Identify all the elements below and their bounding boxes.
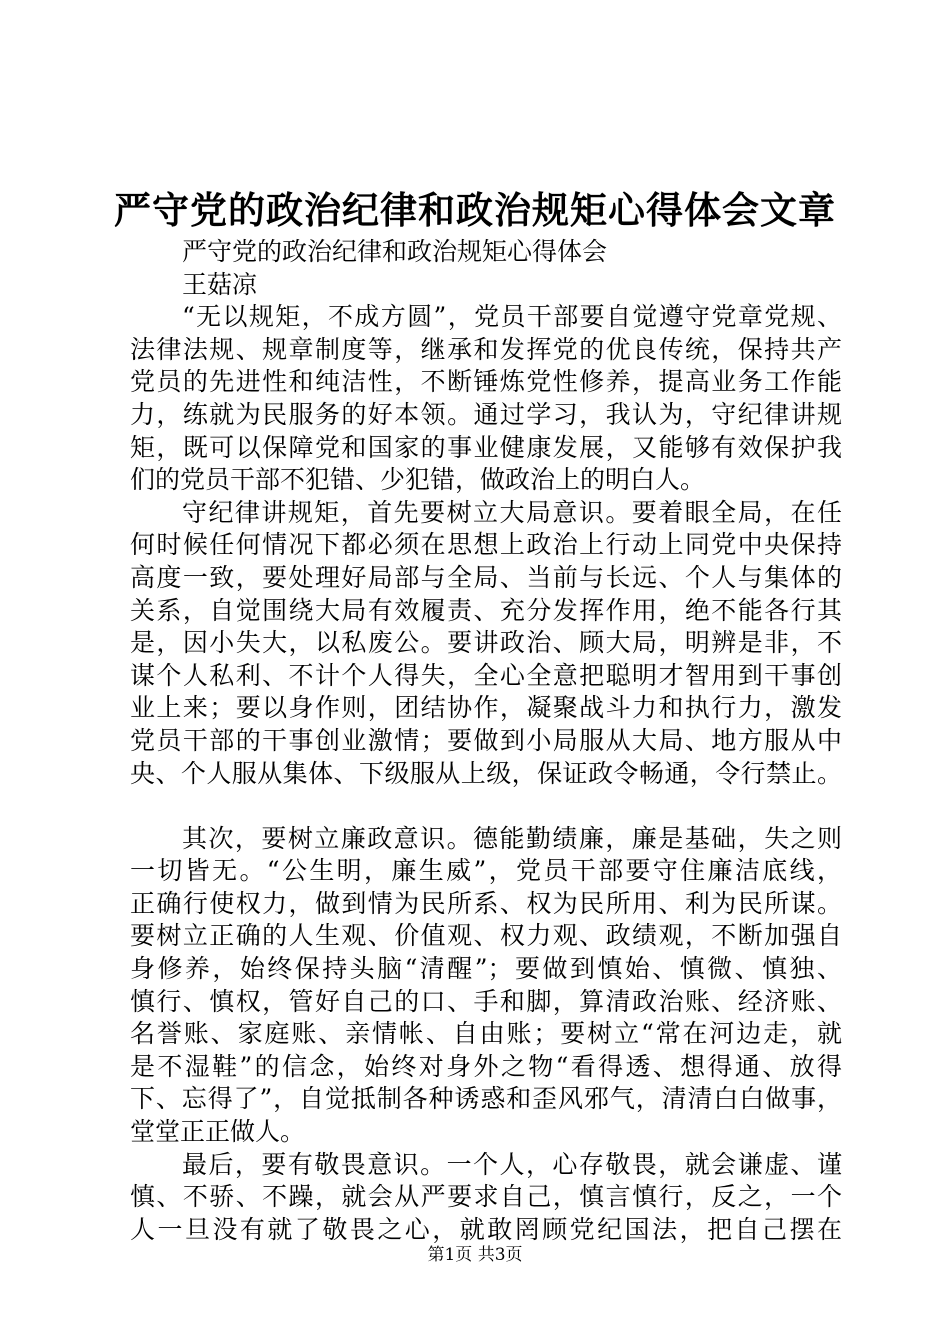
paragraph-line: 堂堂正正做人。 — [130, 1117, 306, 1147]
paragraph-1 — [130, 301, 842, 497]
paragraph-gap — [130, 790, 842, 823]
paragraph-line: 其次，要树立廉政意识。德能勤绩廉，廉是基础，失之则 — [182, 823, 842, 853]
paragraph-line: 最后，要有敬畏意识。一个人，心存敬畏，就会谦虚、谨 — [182, 1149, 842, 1179]
paragraph-line: 谋个人私利、不计个人得失，全心全意把聪明才智用到干事创 — [130, 660, 842, 690]
paragraph-line: “无以规矩，不成方圆”，党员干部要自觉遵守党章党规、 — [182, 302, 842, 332]
paragraph-line: 法律法规、规章制度等，继承和发挥党的优良传统，保持共产 — [130, 334, 842, 364]
paragraph-line: 正确行使权力，做到情为民所系、权为民所用、利为民所谋。 — [130, 888, 842, 918]
paragraph-line: 是，因小失大，以私废公。要讲政治、顾大局，明辨是非，不 — [130, 628, 842, 658]
paragraph-3 — [130, 823, 842, 1149]
document-body — [130, 236, 842, 1246]
paragraph-line: 党员的先进性和纯洁性，不断锤炼党性修养，提高业务工作能 — [130, 367, 842, 397]
paragraph-line: 慎、不骄、不躁，就会从严要求自己，慎言慎行，反之，一个 — [130, 1182, 842, 1212]
paragraph-line: 关系，自觉围绕大局有效履责、充分发挥作用，绝不能各行其 — [130, 595, 842, 625]
paragraph-line: 党员干部的干事创业激情；要做到小局服从大局、地方服从中 — [130, 725, 842, 755]
paragraph-line: 业上来；要以身作则，团结协作，凝聚战斗力和执行力，激发 — [130, 693, 842, 723]
paragraph-line: 是不湿鞋”的信念，始终对身外之物“看得透、想得通、放得 — [130, 1051, 842, 1081]
paragraph-2 — [130, 497, 842, 790]
paragraph-line: 名誉账、家庭账、亲情帐、自由账；要树立“常在河边走，就 — [130, 1019, 842, 1049]
paragraph-line: 何时候任何情况下都必须在思想上政治上行动上同党中央保持 — [130, 530, 842, 560]
paragraph-line: 央、个人服从集体、下级服从上级，保证政令畅通，令行禁止。 — [130, 758, 842, 788]
paragraph-line: 们的党员干部不犯错、少犯错，做政治上的明白人。 — [130, 465, 706, 495]
paragraph-line: 人一旦没有就了敬畏之心，就敢罔顾党纪国法，把自己摆在 — [130, 1214, 842, 1244]
paragraph-line: 矩，既可以保障党和国家的事业健康发展，又能够有效保护我 — [130, 432, 842, 462]
paragraph-line: 身修养，始终保持头脑“清醒”；要做到慎始、慎微、慎独、 — [130, 954, 842, 984]
paragraph-line: 下、忘得了”，自觉抵制各种诱惑和歪风邪气，清清白白做事， — [130, 1084, 842, 1114]
paragraph-line: 守纪律讲规矩，首先要树立大局意识。要着眼全局，在任 — [182, 497, 842, 527]
document-title: 严守党的政治纪律和政治规矩心得体会文章 — [114, 188, 836, 232]
document-subtitle: 严守党的政治纪律和政治规矩心得体会 — [182, 237, 608, 266]
page-footer: 第1页 共3页 — [427, 1245, 523, 1265]
paragraph-4 — [130, 1149, 842, 1247]
paragraph-line: 高度一致，要处理好局部与全局、当前与长远、个人与集体的 — [130, 562, 842, 592]
paragraph-line: 一切皆无。“公生明，廉生威”，党员干部要守住廉洁底线， — [130, 856, 842, 886]
document-author: 王菇凉 — [182, 269, 258, 299]
paragraph-line: 要树立正确的人生观、价值观、权力观、政绩观，不断加强自 — [130, 921, 842, 951]
paragraph-line: 慎行、慎权，管好自己的口、手和脚，算清政治账、经济账、 — [130, 986, 842, 1016]
paragraph-line: 力，练就为民服务的好本领。通过学习，我认为，守纪律讲规 — [130, 399, 842, 429]
